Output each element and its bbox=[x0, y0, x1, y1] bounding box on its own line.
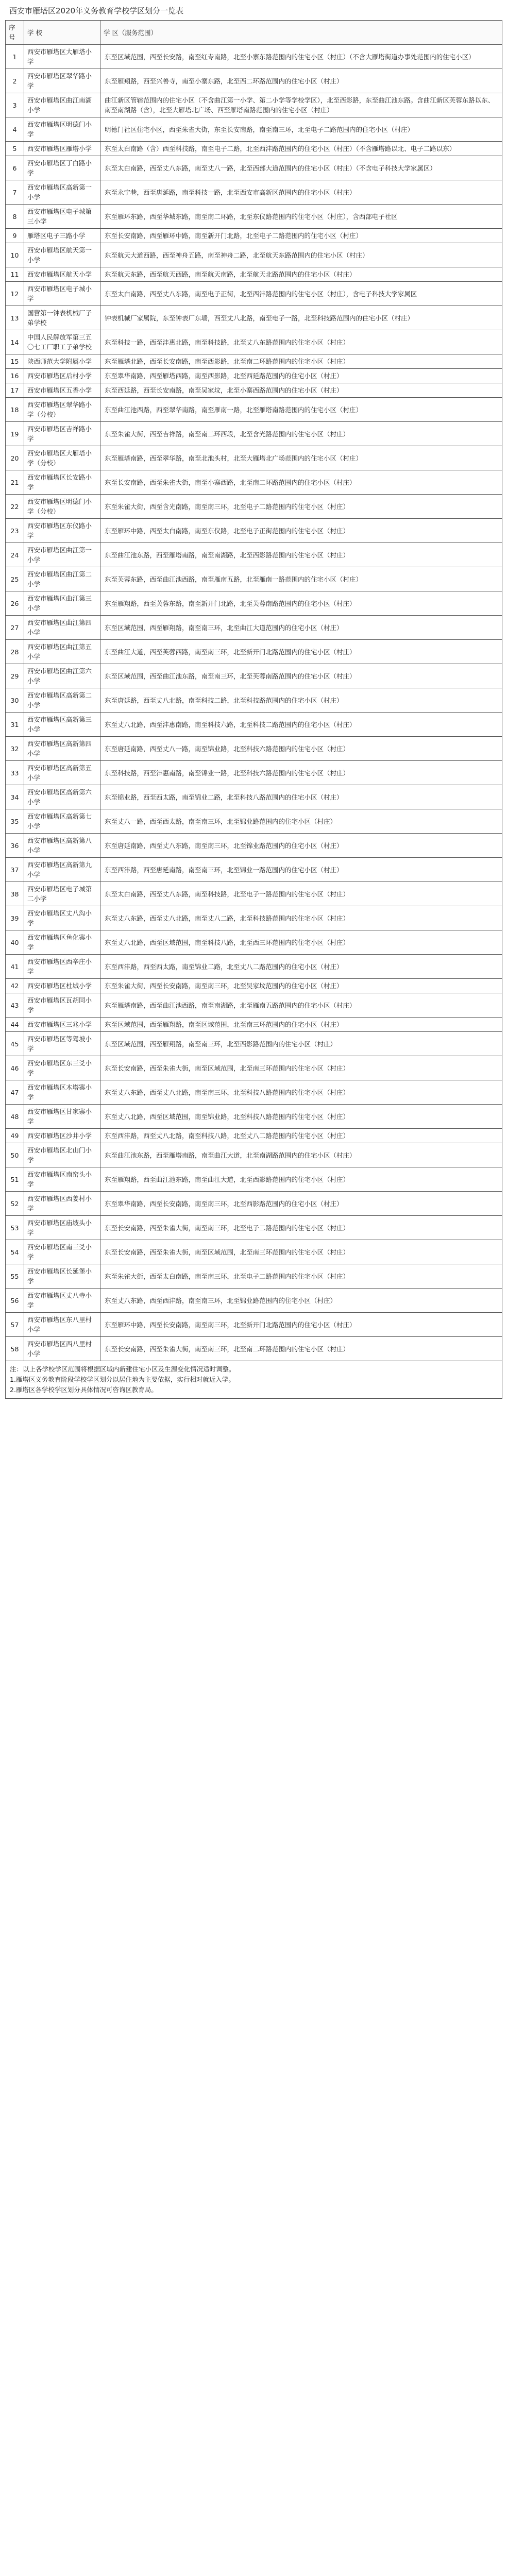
row-school: 西安市雁塔区曲江第二小学 bbox=[24, 567, 100, 591]
row-school: 西安市雁塔区明德门小学（分校） bbox=[24, 495, 100, 519]
note-line: 1.雁塔区义务教育阶段学校学区划分以居住地为主要依据，实行相对就近入学。 bbox=[10, 1376, 235, 1383]
row-no: 51 bbox=[6, 1167, 24, 1192]
row-no: 55 bbox=[6, 1264, 24, 1289]
row-no: 11 bbox=[6, 267, 24, 282]
row-school: 西安市雁塔区曲江第四小学 bbox=[24, 616, 100, 640]
table-row bbox=[6, 229, 502, 243]
row-school: 西安市雁塔区高新第八小学 bbox=[24, 834, 100, 858]
table-row bbox=[6, 354, 502, 369]
row-range: 东至航天东路，西至航天西路，南至航天南路，北至航天北路范围内的住宅小区（村庄） bbox=[100, 267, 502, 282]
row-school: 西安市雁塔区东仪路小学 bbox=[24, 519, 100, 543]
table-body bbox=[6, 45, 502, 1361]
table-header-row bbox=[6, 21, 502, 45]
table-row bbox=[6, 640, 502, 664]
table-row bbox=[6, 495, 502, 519]
note-line: 注：以上各学校学区范围将根据区域内新建住宅小区及生源变化情况适时调整。 bbox=[10, 1365, 235, 1373]
row-school: 西安市雁塔区五香小学 bbox=[24, 383, 100, 398]
row-school: 西安市雁塔区航天小学 bbox=[24, 267, 100, 282]
row-no: 38 bbox=[6, 882, 24, 906]
row-school: 西安市雁塔区杜城小学 bbox=[24, 979, 100, 993]
row-school: 西安市雁塔区吉祥路小学 bbox=[24, 422, 100, 446]
table-row bbox=[6, 306, 502, 330]
table-row bbox=[6, 1018, 502, 1032]
row-range: 东至区域范围，西至曲江池东路，南至南三环，北至芙蓉南路范围内的住宅小区（村庄） bbox=[100, 664, 502, 688]
row-no: 20 bbox=[6, 446, 24, 470]
row-no: 27 bbox=[6, 616, 24, 640]
row-school: 西安市雁塔区高新第五小学 bbox=[24, 761, 100, 785]
row-no: 42 bbox=[6, 979, 24, 993]
table-row bbox=[6, 243, 502, 267]
row-school: 西安市雁塔区甘家寨小学 bbox=[24, 1105, 100, 1129]
table-row bbox=[6, 117, 502, 142]
row-school: 西安市雁塔区北山门小学 bbox=[24, 1143, 100, 1167]
row-no: 33 bbox=[6, 761, 24, 785]
table-row bbox=[6, 142, 502, 156]
table-row bbox=[6, 1129, 502, 1143]
table-row bbox=[6, 45, 502, 69]
row-no: 47 bbox=[6, 1080, 24, 1105]
row-range: 东至长安南路，西至雁环中路，南至新开门北路，北至电子二路范围内的住宅小区（村庄） bbox=[100, 229, 502, 243]
row-school: 西安市雁塔区长延堡小学 bbox=[24, 1264, 100, 1289]
row-range: 东至西沣路，西至西太路，南至锦业二路，北至丈八二路范围内的住宅小区（村庄） bbox=[100, 955, 502, 979]
row-no: 34 bbox=[6, 785, 24, 809]
row-no: 22 bbox=[6, 495, 24, 519]
table-row bbox=[6, 205, 502, 229]
row-no: 35 bbox=[6, 809, 24, 834]
row-range: 东至丈八北路，西至区域范围，南至科技八路，北至西三环范围内的住宅小区（村庄） bbox=[100, 930, 502, 955]
table-row bbox=[6, 930, 502, 955]
row-school: 西安市雁塔区雁塔小学 bbox=[24, 142, 100, 156]
row-school: 西安市雁塔区鱼化寨小学 bbox=[24, 930, 100, 955]
table-row bbox=[6, 1337, 502, 1361]
row-range: 东至区域范围，西至长安路，南至红专南路，北至小寨东路范围内的住宅小区（村庄）（不含大雁塔街道办事处范围内的住宅小区） bbox=[100, 45, 502, 69]
row-range: 东至永宁巷，西至唐延路，南至科技一路，北至西安市高新区范围内的住宅小区（村庄） bbox=[100, 180, 502, 205]
row-no: 19 bbox=[6, 422, 24, 446]
row-range: 东至丈八东路，西至西沣路，南至南三环，北至锦业路范围内的住宅小区（村庄） bbox=[100, 1289, 502, 1313]
table-row bbox=[6, 882, 502, 906]
notes-cell bbox=[6, 1361, 502, 1399]
row-no: 13 bbox=[6, 306, 24, 330]
row-no: 49 bbox=[6, 1129, 24, 1143]
row-range: 东至雁环中路，西至太白南路，南至东仪路，北至电子正街范围内的住宅小区（村庄） bbox=[100, 519, 502, 543]
row-no: 56 bbox=[6, 1289, 24, 1313]
row-range: 东至雁环东路，西至华城东路，南至南二环路，北至东仪路范围内的住宅小区（村庄），含西部电子社区 bbox=[100, 205, 502, 229]
row-no: 26 bbox=[6, 591, 24, 616]
table-row bbox=[6, 785, 502, 809]
table-row bbox=[6, 955, 502, 979]
table-row bbox=[6, 1080, 502, 1105]
row-range: 钟表机械厂家属院，东至钟表厂东墙，西至丈八北路，南至电子一路，北至科技路范围内的住宅小区（村庄） bbox=[100, 306, 502, 330]
row-range: 东至丈八东路，西至丈八北路，南至丈八二路，北至科技路范围内的住宅小区（村庄） bbox=[100, 906, 502, 930]
row-range: 东至长安南路，西至朱雀大街，南至小寨西路，北至南二环路范围内的住宅小区（村庄） bbox=[100, 470, 502, 495]
row-range: 东至丈八一路，西至西太路，南至南三环，北至锦业路范围内的住宅小区（村庄） bbox=[100, 809, 502, 834]
row-no: 18 bbox=[6, 398, 24, 422]
table-row bbox=[6, 1167, 502, 1192]
table-row bbox=[6, 1216, 502, 1240]
table-row bbox=[6, 1032, 502, 1056]
table-row bbox=[6, 383, 502, 398]
table-row bbox=[6, 1105, 502, 1129]
row-range: 东至雁塔南路，西至曲江池西路，南至南湖路，北至雁南五路范围内的住宅小区（村庄） bbox=[100, 993, 502, 1018]
row-range: 东至区域范围，西至雁翔路，南至南三环，北至西影路范围内的住宅小区（村庄） bbox=[100, 1032, 502, 1056]
row-range: 东至西延路，西至长安南路，南至吴家坟，北至小寨西路范围内的住宅小区（村庄） bbox=[100, 383, 502, 398]
table-row bbox=[6, 398, 502, 422]
table-row bbox=[6, 567, 502, 591]
row-no: 54 bbox=[6, 1240, 24, 1264]
row-school: 陕西师范大学附属小学 bbox=[24, 354, 100, 369]
row-school: 西安市雁塔区大雁塔小学（分校） bbox=[24, 446, 100, 470]
table-row bbox=[6, 979, 502, 993]
row-range: 东至曲江池东路，西至雁塔南路，南至南湖路，北至西影路范围内的住宅小区（村庄） bbox=[100, 543, 502, 567]
row-no: 17 bbox=[6, 383, 24, 398]
row-range: 东至曲江池西路，西至翠华南路，南至雁南一路，北至雁塔南路范围内的住宅小区（村庄） bbox=[100, 398, 502, 422]
row-range: 东至太白南路（含）西至科技路，南至电子二路，北至西沣路范围内的住宅小区（村庄）（不含雁塔路以北、电子二路以东） bbox=[100, 142, 502, 156]
table-row bbox=[6, 470, 502, 495]
row-no: 5 bbox=[6, 142, 24, 156]
row-range: 东至航天大道西路，西至神舟五路，南至神舟二路，北至航天东路范围内的住宅小区（村庄） bbox=[100, 243, 502, 267]
row-school: 西安市雁塔区庙坡头小学 bbox=[24, 1216, 100, 1240]
row-school: 西安市雁塔区西辛庄小学 bbox=[24, 955, 100, 979]
row-range: 东至翠华南路，西至长安南路，南至南三环，北至西影路范围内的住宅小区（村庄） bbox=[100, 1192, 502, 1216]
table-row bbox=[6, 664, 502, 688]
row-school: 西安市雁塔区明德门小学 bbox=[24, 117, 100, 142]
row-no: 9 bbox=[6, 229, 24, 243]
row-range: 明德门社区住宅小区，西至朱雀大街，东至长安南路，南至南三环，北至电子二路范围内的住宅小区（村庄） bbox=[100, 117, 502, 142]
table-row bbox=[6, 69, 502, 93]
row-no: 40 bbox=[6, 930, 24, 955]
row-range: 东至雁翔路，西至芙蓉东路，南至新开门北路，北至芙蓉南路范围内的住宅小区（村庄） bbox=[100, 591, 502, 616]
row-school: 西安市雁塔区曲江第六小学 bbox=[24, 664, 100, 688]
table-row bbox=[6, 737, 502, 761]
row-school: 西安市雁塔区长安路小学 bbox=[24, 470, 100, 495]
row-school: 西安市雁塔区三兆小学 bbox=[24, 1018, 100, 1032]
row-range: 东至太白南路，西至丈八东路，南至电子正街，北至西沣路范围内的住宅小区（村庄），含电子科技大学家属区 bbox=[100, 282, 502, 306]
row-no: 4 bbox=[6, 117, 24, 142]
row-range: 东至长安南路，西至朱雀大街，南至区域范围，北至南三环范围内的住宅小区（村庄） bbox=[100, 1056, 502, 1080]
row-school: 西安市雁塔区瓦胡同小学 bbox=[24, 993, 100, 1018]
row-school: 西安市雁塔区航天第一小学 bbox=[24, 243, 100, 267]
row-school: 雁塔区电子三路小学 bbox=[24, 229, 100, 243]
table-row bbox=[6, 93, 502, 117]
row-school: 西安市雁塔区高新第三小学 bbox=[24, 713, 100, 737]
row-range: 东至曲江大道，西至芙蓉西路，南至南三环，北至新开门北路范围内的住宅小区（村庄） bbox=[100, 640, 502, 664]
row-school: 西安市雁塔区翠华路小学 bbox=[24, 69, 100, 93]
row-school: 西安市雁塔区大雁塔小学 bbox=[24, 45, 100, 69]
table-row bbox=[6, 1143, 502, 1167]
row-school: 西安市雁塔区南窑头小学 bbox=[24, 1167, 100, 1192]
row-range: 东至朱雀大街，西至含光南路，南至南三环，北至电子二路范围内的住宅小区（村庄） bbox=[100, 495, 502, 519]
page-title: 西安市雁塔区2020年义务教育学校学区划分一览表 bbox=[9, 6, 184, 15]
row-no: 29 bbox=[6, 664, 24, 688]
row-school: 西安市雁塔区木塔寨小学 bbox=[24, 1080, 100, 1105]
table-row bbox=[6, 906, 502, 930]
row-range: 东至雁翔路，西至曲江池东路，南至曲江大道，北至西影路范围内的住宅小区（村庄） bbox=[100, 1167, 502, 1192]
row-school: 西安市雁塔区曲江第一小学 bbox=[24, 543, 100, 567]
row-no: 8 bbox=[6, 205, 24, 229]
row-no: 10 bbox=[6, 243, 24, 267]
header-range: 学 区（服务范围） bbox=[100, 21, 502, 45]
row-range: 东至区域范围，西至雁翔路，南至南三环，北至曲江大道范围内的住宅小区（村庄） bbox=[100, 616, 502, 640]
row-school: 西安市雁塔区电子城小学 bbox=[24, 282, 100, 306]
table-row bbox=[6, 761, 502, 785]
row-no: 23 bbox=[6, 519, 24, 543]
row-no: 52 bbox=[6, 1192, 24, 1216]
table-row bbox=[6, 519, 502, 543]
row-school: 西安市雁塔区沙井小学 bbox=[24, 1129, 100, 1143]
row-range: 东至长安南路，西至朱雀大街，南至区域范围，北至南三环范围内的住宅小区（村庄） bbox=[100, 1240, 502, 1264]
table-row bbox=[6, 180, 502, 205]
row-school: 西安市雁塔区东三爻小学 bbox=[24, 1056, 100, 1080]
row-no: 6 bbox=[6, 156, 24, 180]
row-range: 东至朱雀大街，西至长安南路，南至南三环，北至吴家坟范围内的住宅小区（村庄） bbox=[100, 979, 502, 993]
row-range: 东至长安南路，西至朱雀大街，南至南三环，北至电子二路范围内的住宅小区（村庄） bbox=[100, 1216, 502, 1240]
row-school: 西安市雁塔区后村小学 bbox=[24, 369, 100, 383]
table-row bbox=[6, 688, 502, 713]
row-range: 东至翠华南路，西至雁塔西路，南至西影路，北至西延路范围内的住宅小区（村庄） bbox=[100, 369, 502, 383]
row-no: 36 bbox=[6, 834, 24, 858]
row-range: 东至西沣路，西至唐延南路，南至南三环，北至锦业一路范围内的住宅小区（村庄） bbox=[100, 858, 502, 882]
note-line: 2.雁塔区各学校学区划分具体情况可咨询区教育局。 bbox=[10, 1386, 158, 1394]
row-school: 西安市雁塔区南三爻小学 bbox=[24, 1240, 100, 1264]
table-row bbox=[6, 616, 502, 640]
row-school: 西安市雁塔区高新第七小学 bbox=[24, 809, 100, 834]
table-row bbox=[6, 993, 502, 1018]
row-range: 东至太白南路，西至丈八东路，南至丈八一路，北至西部大道范围内的住宅小区（村庄）（不含电子科技大学家属区） bbox=[100, 156, 502, 180]
row-no: 39 bbox=[6, 906, 24, 930]
row-school: 西安市雁塔区高新第一小学 bbox=[24, 180, 100, 205]
table-row bbox=[6, 422, 502, 446]
row-no: 21 bbox=[6, 470, 24, 495]
row-range: 东至科技一路，西至沣惠北路，南至科技路，北至丈八东路范围内的住宅小区（村庄） bbox=[100, 330, 502, 354]
table-row bbox=[6, 1192, 502, 1216]
row-range: 曲江新区管辖范围内的住宅小区（不含曲江第一小学、第二小学等学校学区），北至西影路，东至曲江池东路。含曲江新区芙蓉东路以东、南至南湖路（含），北至大雁塔北广场、西至雁塔南路范围内的住宅小区（村庄） bbox=[100, 93, 502, 117]
row-range: 东至区域范围，西至雁翔路，南至区域范围，北至南三环范围内的住宅小区（村庄） bbox=[100, 1018, 502, 1032]
row-no: 16 bbox=[6, 369, 24, 383]
row-range: 东至唐延南路，西至丈八一路，南至锦业路，北至科技六路范围内的住宅小区（村庄） bbox=[100, 737, 502, 761]
row-no: 41 bbox=[6, 955, 24, 979]
row-school: 西安市雁塔区丈八沟小学 bbox=[24, 906, 100, 930]
row-range: 东至丈八北路，西至区域范围，南至锦业路，北至科技八路范围内的住宅小区（村庄） bbox=[100, 1105, 502, 1129]
row-school: 中国人民解放军第三五〇七工厂职工子弟学校 bbox=[24, 330, 100, 354]
row-range: 东至唐延路，西至丈八北路，南至科技二路，北至科技路范围内的住宅小区（村庄） bbox=[100, 688, 502, 713]
row-no: 58 bbox=[6, 1337, 24, 1361]
row-no: 25 bbox=[6, 567, 24, 591]
row-range: 东至丈八东路，西至丈八北路，南至南三环，北至科技八路范围内的住宅小区（村庄） bbox=[100, 1080, 502, 1105]
row-range: 东至长安南路，西至朱雀大街，南至南三环，北至南二环路范围内的住宅小区（村庄） bbox=[100, 1337, 502, 1361]
row-no: 57 bbox=[6, 1313, 24, 1337]
row-range: 东至锦业路，西至西太路，南至锦业二路，北至科技八路范围内的住宅小区（村庄） bbox=[100, 785, 502, 809]
table-row bbox=[6, 591, 502, 616]
row-school: 国营第一钟表机械厂子弟学校 bbox=[24, 306, 100, 330]
table-row bbox=[6, 809, 502, 834]
table-row bbox=[6, 1313, 502, 1337]
row-no: 53 bbox=[6, 1216, 24, 1240]
row-range: 东至唐延南路，西至丈八东路，南至南三环，北至锦业路范围内的住宅小区（村庄） bbox=[100, 834, 502, 858]
row-no: 1 bbox=[6, 45, 24, 69]
row-range: 东至曲江池东路，西至雁塔南路，南至曲江大道，北至南湖路范围内的住宅小区（村庄） bbox=[100, 1143, 502, 1167]
table-row bbox=[6, 282, 502, 306]
row-no: 32 bbox=[6, 737, 24, 761]
table-row bbox=[6, 834, 502, 858]
row-school: 西安市雁塔区曲江第三小学 bbox=[24, 591, 100, 616]
table-row bbox=[6, 330, 502, 354]
row-school: 西安市雁塔区丁白路小学 bbox=[24, 156, 100, 180]
table-row bbox=[6, 1289, 502, 1313]
row-no: 15 bbox=[6, 354, 24, 369]
row-no: 24 bbox=[6, 543, 24, 567]
row-range: 东至科技路，西至沣惠南路，南至锦业一路，北至科技六路范围内的住宅小区（村庄） bbox=[100, 761, 502, 785]
row-no: 3 bbox=[6, 93, 24, 117]
table-row bbox=[6, 1240, 502, 1264]
row-range: 东至丈八北路，西至沣惠南路，南至科技六路，北至科技二路范围内的住宅小区（村庄） bbox=[100, 713, 502, 737]
row-range: 东至雁翔路，西至兴善寺，南至小寨东路，北至西二环路范围内的住宅小区（村庄） bbox=[100, 69, 502, 93]
row-range: 东至雁塔南路，西至翠华路，南至北池头村，北至大雁塔北广场范围内的住宅小区（村庄） bbox=[100, 446, 502, 470]
row-school: 西安市雁塔区等驾坡小学 bbox=[24, 1032, 100, 1056]
row-school: 西安市雁塔区电子城第三小学 bbox=[24, 205, 100, 229]
row-no: 48 bbox=[6, 1105, 24, 1129]
table-row bbox=[6, 543, 502, 567]
row-no: 12 bbox=[6, 282, 24, 306]
row-school: 西安市雁塔区电子城第二小学 bbox=[24, 882, 100, 906]
row-school: 西安市雁塔区丈八寺小学 bbox=[24, 1289, 100, 1313]
row-range: 东至雁塔北路，西至长安南路，南至西影路，北至南二环路范围内的住宅小区（村庄） bbox=[100, 354, 502, 369]
row-school: 西安市雁塔区西姜村小学 bbox=[24, 1192, 100, 1216]
row-no: 50 bbox=[6, 1143, 24, 1167]
table-row bbox=[6, 267, 502, 282]
row-school: 西安市雁塔区曲江第五小学 bbox=[24, 640, 100, 664]
row-no: 7 bbox=[6, 180, 24, 205]
row-range: 东至西沣路，西至丈八北路，南至科技八路，北至丈八二路范围内的住宅小区（村庄） bbox=[100, 1129, 502, 1143]
row-school: 西安市雁塔区曲江南湖小学 bbox=[24, 93, 100, 117]
table-row bbox=[6, 713, 502, 737]
table-row bbox=[6, 858, 502, 882]
row-range: 东至芙蓉东路，西至曲江池西路，南至雁南五路，北至雁南一路范围内的住宅小区（村庄） bbox=[100, 567, 502, 591]
header-no: 序号 bbox=[6, 21, 24, 45]
table-row bbox=[6, 446, 502, 470]
row-no: 2 bbox=[6, 69, 24, 93]
table-row bbox=[6, 369, 502, 383]
row-school: 西安市雁塔区翠华路小学（分校） bbox=[24, 398, 100, 422]
row-school: 西安市雁塔区高新第九小学 bbox=[24, 858, 100, 882]
row-no: 45 bbox=[6, 1032, 24, 1056]
table-row bbox=[6, 1264, 502, 1289]
row-range: 东至雁环中路，西至长安南路，南至南三环，北至新开门北路范围内的住宅小区（村庄） bbox=[100, 1313, 502, 1337]
row-range: 东至太白南路，西至丈八东路，南至科技路，北至电子一路范围内的住宅小区（村庄） bbox=[100, 882, 502, 906]
notes-row bbox=[6, 1361, 502, 1399]
row-school: 西安市雁塔区西八里村小学 bbox=[24, 1337, 100, 1361]
row-no: 46 bbox=[6, 1056, 24, 1080]
row-range: 东至朱雀大街，西至吉祥路，南至南二环西段，北至含光路范围内的住宅小区（村庄） bbox=[100, 422, 502, 446]
row-no: 30 bbox=[6, 688, 24, 713]
row-school: 西安市雁塔区高新第二小学 bbox=[24, 688, 100, 713]
row-no: 37 bbox=[6, 858, 24, 882]
header-school: 学 校 bbox=[24, 21, 100, 45]
table-row bbox=[6, 156, 502, 180]
row-no: 28 bbox=[6, 640, 24, 664]
row-school: 西安市雁塔区东八里村小学 bbox=[24, 1313, 100, 1337]
table-row bbox=[6, 1056, 502, 1080]
row-no: 43 bbox=[6, 993, 24, 1018]
row-range: 东至朱雀大街，西至太白南路，南至南三环，北至电子二路范围内的住宅小区（村庄） bbox=[100, 1264, 502, 1289]
row-school: 西安市雁塔区高新第四小学 bbox=[24, 737, 100, 761]
school-district-table bbox=[5, 20, 502, 1399]
row-no: 31 bbox=[6, 713, 24, 737]
row-school: 西安市雁塔区高新第六小学 bbox=[24, 785, 100, 809]
row-no: 44 bbox=[6, 1018, 24, 1032]
row-no: 14 bbox=[6, 330, 24, 354]
